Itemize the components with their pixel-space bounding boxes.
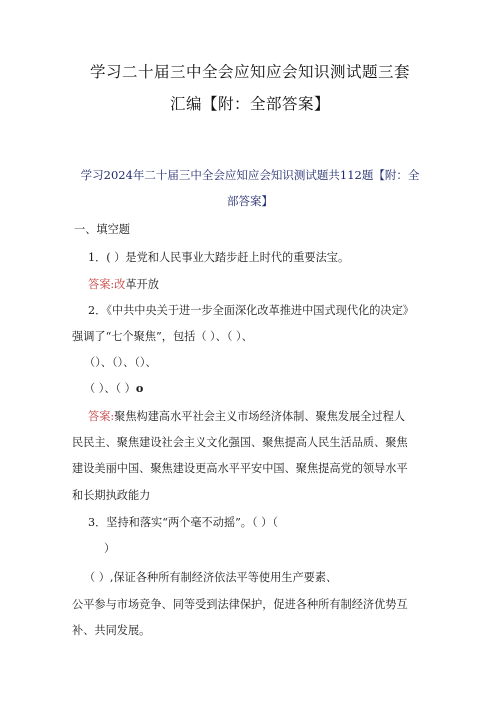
answer-2-line3: 建设美丽中国、聚焦建设更高水平平安中国、聚焦提高党的领导水平 xyxy=(72,462,408,475)
answer-1 xyxy=(88,276,159,292)
question-2-line1: 2．《中共中央关于进一步全面深化改革推进中国式现代化的决定》 xyxy=(88,304,414,317)
question-2-line4-end: o xyxy=(135,381,144,395)
answer-1-red-char: 改 xyxy=(114,278,126,291)
answer-2-text-line1: 聚焦构建高水平社会主义市场经济体制、聚焦发展全过程人 xyxy=(114,410,406,423)
document-title-line1: 学习二十届三中全会应知应会知识测试题三套 xyxy=(89,63,410,81)
question-3-line2: ） xyxy=(104,542,116,555)
question-3-line3: （ ）,保证各种所有制经济依法平等使用生产要素、 xyxy=(84,571,338,584)
question-3-line1: 3．坚持和落实“两个毫不动摇”。（ ）（ xyxy=(88,516,278,529)
question-3-line4: 公平参与市场竞争、同等受到法律保护，促进各种所有制经济优势互 xyxy=(72,598,408,611)
answer-2-line2: 民民主、聚焦建设社会主义文化强国、聚焦提高人民生活品质、聚焦 xyxy=(72,436,408,449)
section-heading: 一、填空题 xyxy=(74,223,130,236)
question-2-line4 xyxy=(84,380,143,396)
question-1: 1．( ）是党和人民事业大踏步赶上时代的重要法宝。 xyxy=(88,251,350,264)
answer-label: 答案: xyxy=(88,278,115,291)
answer-2-line4: 和长期执政能力 xyxy=(72,489,151,502)
document-title-line2: 汇编【附：全部答案】 xyxy=(169,95,330,113)
question-2-line2: 强调了“七个聚焦”，包括（ ）、（ ）、 xyxy=(72,330,253,343)
document-subtitle-line2: 部答案】 xyxy=(227,194,273,208)
document-subtitle-line1: 学习2024年二十届三中全会应知应会知识测试题共112题【附：全 xyxy=(80,168,420,182)
question-2-line4-text: （ ）、（ ） xyxy=(84,382,136,395)
question-3-line5: 补、共同发展。 xyxy=(72,624,151,637)
question-2-line3: （）、（）、（）、 xyxy=(84,356,157,369)
answer-1-text: 革开放 xyxy=(125,278,159,291)
answer-2-line1 xyxy=(88,408,405,424)
answer-label: 答案: xyxy=(88,410,115,423)
